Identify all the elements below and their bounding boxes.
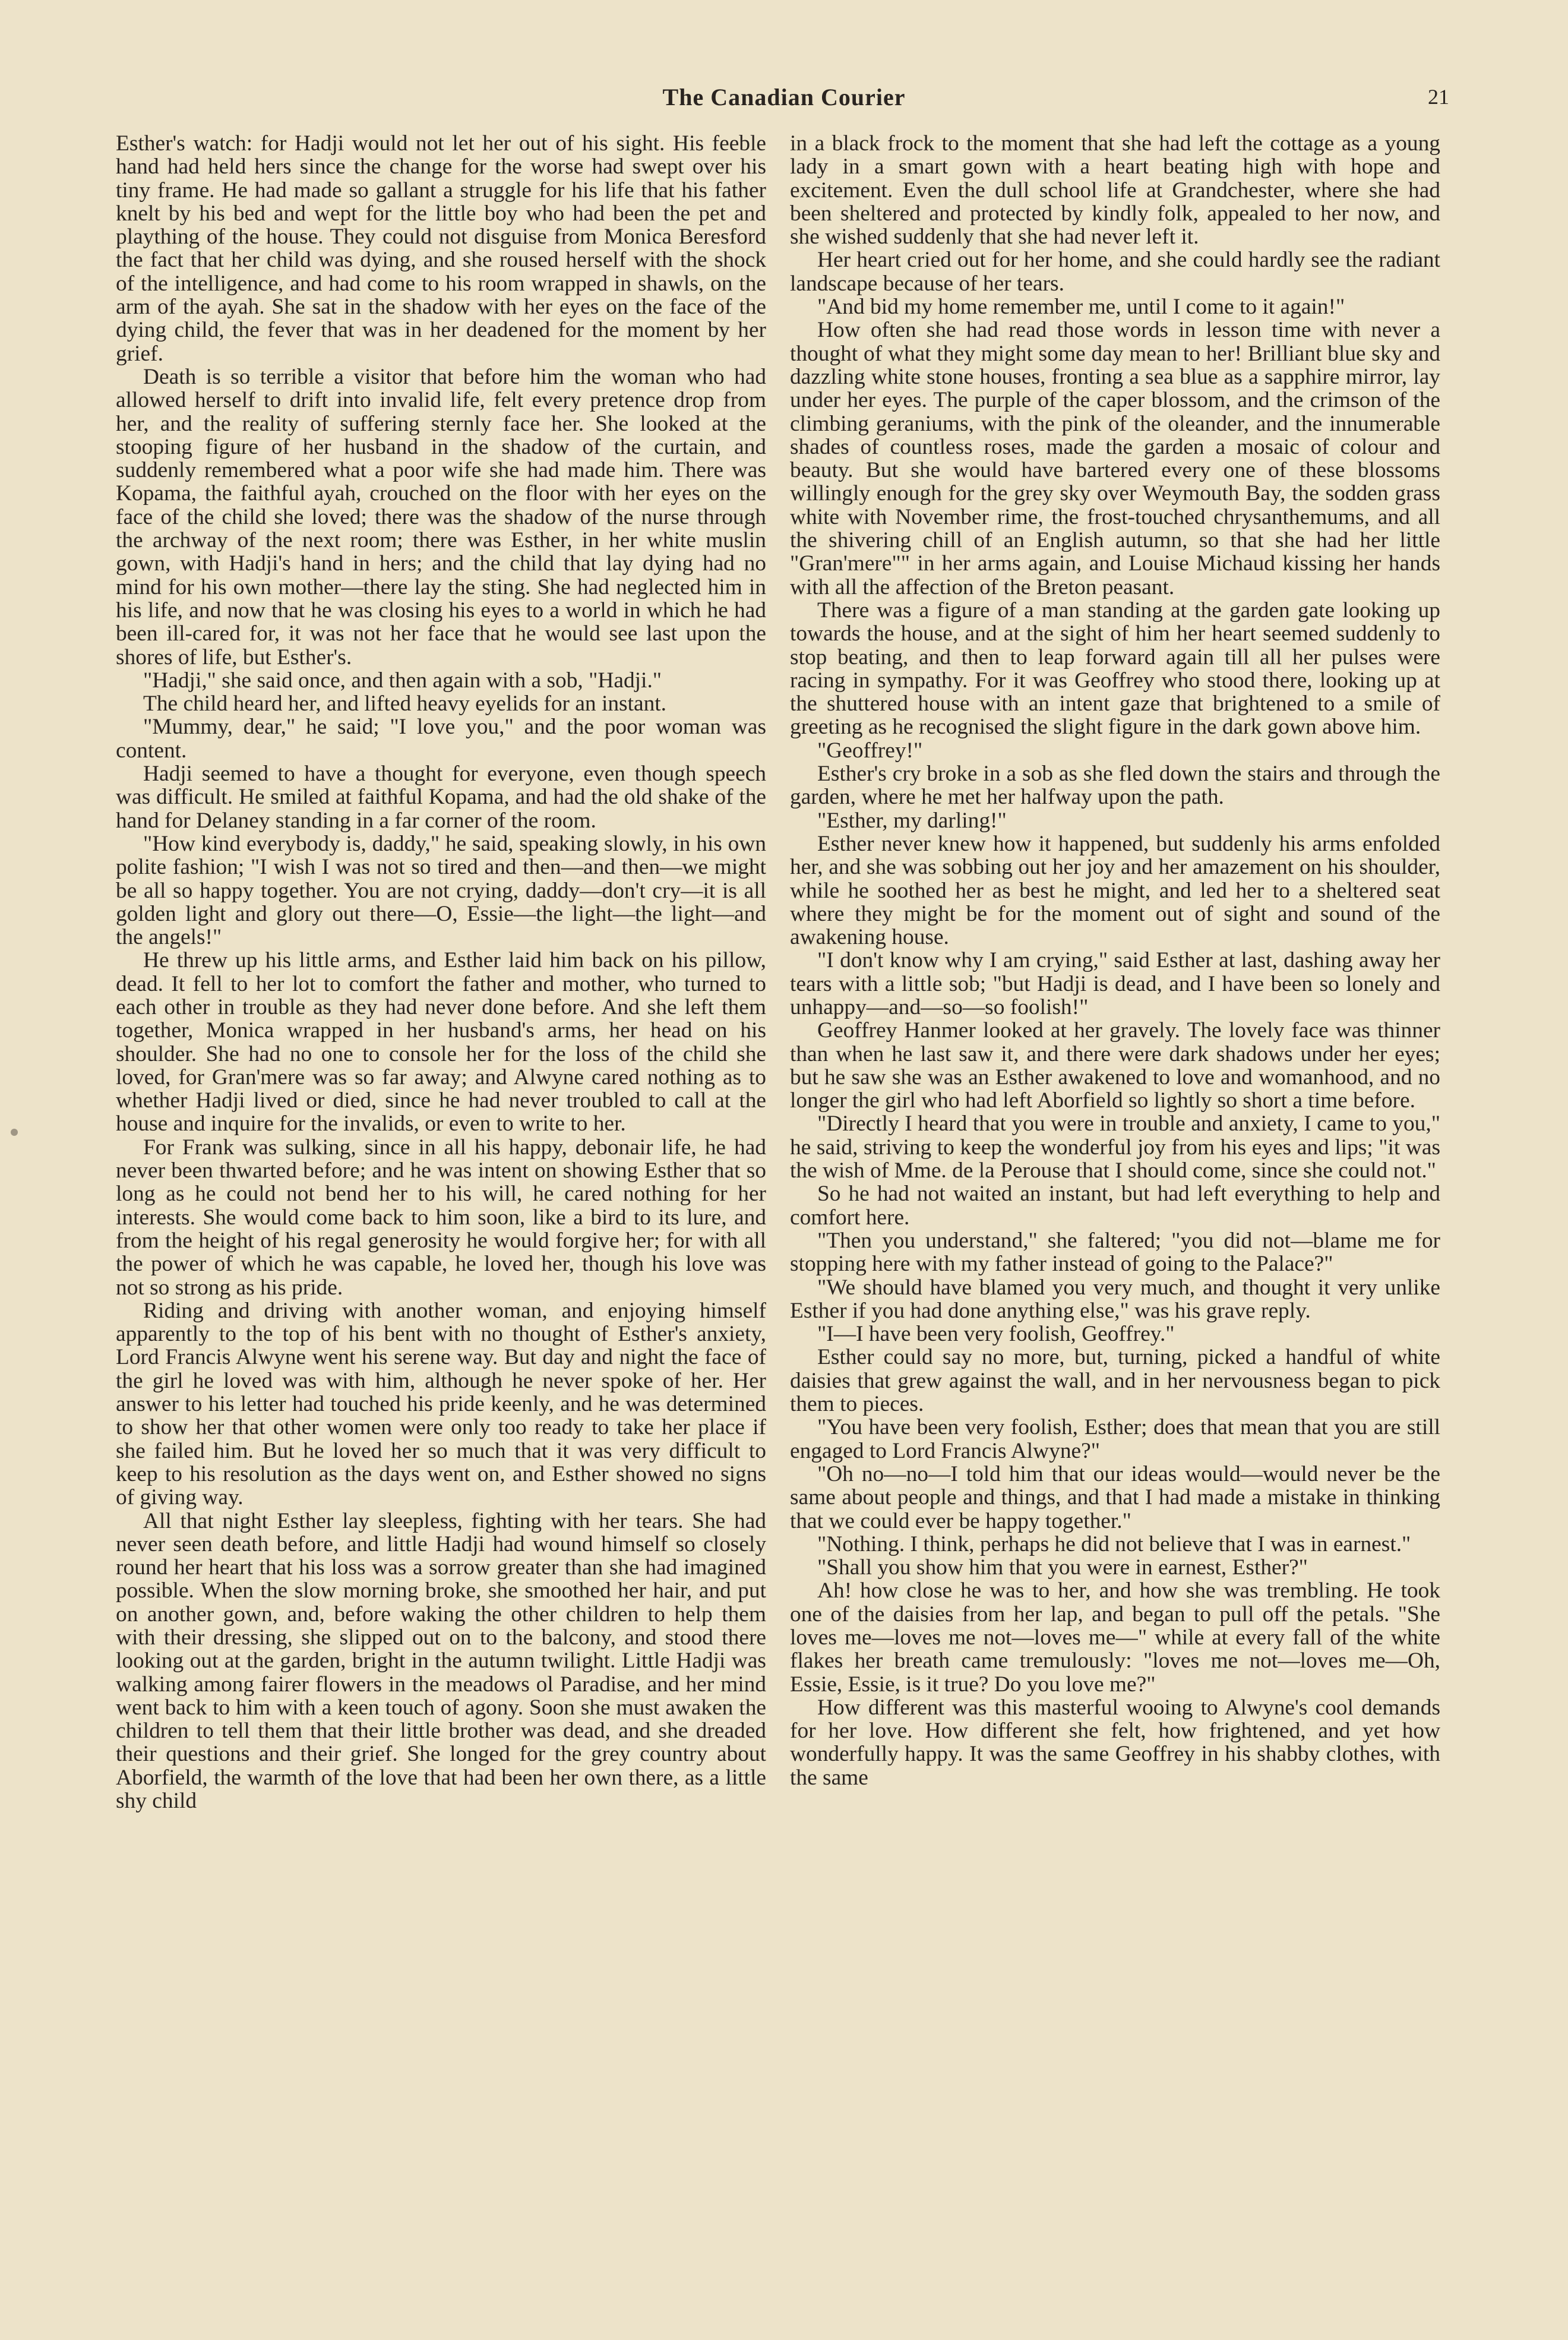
right-column — [790, 132, 1440, 2300]
paragraph: There was a figure of a man standing at the garden gate looking up towards the house, and at the sight of him her heart seemed suddenly to stop beating, and then to leap forward again till all her pulses were racing in sympathy. For it was Geoffrey who stood there, looking up at the shuttered house with an intent gaze that brightened to a smile of greeting as he recognised the slight figure in the dark gown above him. — [790, 598, 1440, 740]
paragraph: Hadji seemed to have a thought for everyone, even though speech was difficult. He smiled at faithful Kopama, and had the old shake of the hand for Delaney standing in a far corner of the room. — [116, 762, 766, 833]
paragraph: "Shall you show him that you were in earnest, Esther?" — [817, 1555, 1308, 1580]
scan-speck — [11, 1129, 18, 1136]
paragraph: "Mummy, dear," he said; "I love you," and the poor woman was content. — [116, 715, 766, 763]
paragraph: "I don't know why I am crying," said Esther at last, dashing away her tears with a little sob; "but Hadji is dead, and I have been so lonely and unhappy—and—so—so foolish!" — [790, 948, 1440, 1019]
publication-title: The Canadian Courier — [662, 84, 906, 110]
paragraph: "Then you understand," she faltered; "you did not—blame me for stopping here with my father instead of going to the Palace?" — [790, 1228, 1440, 1277]
paragraph: "Directly I heard that you were in trouble and anxiety, I came to you," he said, striving to keep the wonderful joy from his eyes and lips; "it was the wish of Mme. de la Perouse that I should come, since she could not." — [790, 1111, 1440, 1183]
paragraph: in a black frock to the moment that she had left the cottage as a young lady in a smart gown with a heart beating high with hope and excitement. Even the dull school life at Grandchester, where she had been sheltered and protected by kindly folk, appealed to her now, and she wished suddenly that she had never left it. — [790, 132, 1440, 250]
paragraph: All that night Esther lay sleepless, fighting with her tears. She had never seen death before, and little Hadji had wound himself so closely round her heart that his loss was a sorrow greater than she had imagined possible. When the slow morning broke, she smoothed her hair, and put on another gown, and, before waking the other children to help them with their dressing, she slipped out on to the balcony, and stood there looking out at the garden, bright in the autumn twilight. Little Hadji was walking among fairer flowers in the meadows ol Paradise, and her mind went back to him with a keen touch of agony. Soon she must awaken the children to tell them that their little brother was dead, and she dreaded their questions and their grief. She longed for the grey country about Aborfield, the warmth of the love that had been her own there, as a little shy child — [116, 1508, 766, 1814]
paragraph: How different was this masterful wooing to Alwyne's cool demands for her love. How different she felt, how frightened, and yet how wonderfully happy. It was the same Geoffrey in his shabby clothes, with the same — [790, 1695, 1440, 1790]
paragraph: "And bid my home remember me, until I come to it again!" — [817, 295, 1345, 320]
left-column — [116, 132, 766, 2300]
paragraph: Ah! how close he was to her, and how she was trembling. He took one of the daisies from her lap, and began to pull off the petals. "She loves me—loves me not—loves me—" while at every fall of the white flakes her breath came tremulously: "loves me not—loves me—Oh, Essie, Essie, is it true? Do you love me?" — [790, 1578, 1440, 1697]
paragraph: The child heard her, and lifted heavy eyelids for an instant. — [143, 691, 667, 716]
paragraph: Her heart cried out for her home, and she could hardly see the radiant landscape because of her tears. — [790, 248, 1440, 296]
paragraph: How often she had read those words in lesson time with never a thought of what they might some day mean to her! Brilliant blue sky and dazzling white stone houses, fronting a sea blue as a sapphire mirror, lay under her eyes. The purple of the caper blossom, and the crimson of the climbing geraniums, with the pink of the oleander, and the innumerable shades of countless roses, made the garden a mosaic of colour and beauty. But she would have bartered every one of these blossoms willingly enough for the grey sky over Weymouth Bay, the sodden grass white with November rime, the frost-touched chrysanthemums, and all the shivering chill of an English autumn, so that she had her little "Gran'mere"" in her arms again, and Louise Michaud kissing her hands with all the affection of the Breton peasant. — [790, 318, 1440, 599]
paragraph: "Esther, my darling!" — [817, 808, 1007, 833]
paragraph: Riding and driving with another woman, and enjoying himself apparently to the top of his bent with no thought of Esther's anxiety, Lord Francis Alwyne went his serene way. But day and night the face of the girl he loved was with him, although he never spoke of her. Her answer to his letter had touched his pride keenly, and he was determined to show her that other women were only too ready to take her place if she failed him. But he loved her so much that it was very difficult to keep to his resolution as the days went on, and Esther showed no signs of giving way. — [116, 1298, 766, 1510]
paragraph: Geoffrey Hanmer looked at her gravely. The lovely face was thinner than when he last saw it, and there were dark shadows under her eyes; but he saw she was an Esther awakened to love and womanhood, and no longer the girl who had left Aborfield so lightly so short a time before. — [790, 1018, 1440, 1113]
paragraph: He threw up his little arms, and Esther laid him back on his pillow, dead. It fell to her lot to comfort the father and mother, who turned to each other in trouble as they had never done before. And she left them together, Monica wrapped in her husband's arms, her head on his shoulder. She had no one to console her for the loss of the child she loved, for Gran'mere was so far away; and Alwyne cared nothing as to whether Hadji lived or died, since he had never troubled to call at the house and inquire for the invalids, or even to write to her. — [116, 948, 766, 1136]
page-number: 21 — [1428, 85, 1449, 109]
paragraph: Esther could say no more, but, turning, picked a handful of white daisies that grew against the wall, and in her nervousness began to pick them to pieces. — [790, 1345, 1440, 1417]
paragraph: "Oh no—no—I told him that our ideas would—would never be the same about people and things, and that I had made a mistake in thinking that we could ever be happy together." — [790, 1461, 1440, 1533]
paragraph: For Frank was sulking, since in all his happy, debonair life, he had never been thwarted before; and he was intent on showing Esther that so long as he could not bend her to his will, he cared nothing for her interests. She would come back to him soon, like a bird to its lure, and from the height of his regal generosity he would forgive her; for with all the power of which he was capable, he loved her, though his love was not so strong as his pride. — [116, 1135, 766, 1300]
paragraph: "I—I have been very foolish, Geoffrey." — [817, 1322, 1175, 1347]
paragraph: "You have been very foolish, Esther; does that mean that you are still engaged to Lord Francis Alwyne?" — [790, 1415, 1440, 1463]
paragraph: "Geoffrey!" — [817, 738, 923, 763]
paragraph: Death is so terrible a visitor that before him the woman who had allowed herself to drift into invalid life, felt every pretence drop from her, and the reality of suffering sternly face her. She looked at the stooping figure of her husband in the shadow of the curtain, and suddenly remembered what a poor wife she had made him. There was Kopama, the faithful ayah, crouched on the floor with her eyes on the face of the child she loved; there was the shadow of the nurse through the archway of the next room; there was Esther, in her white muslin gown, with Hadji's hand in hers; and the child that lay dying had no mind for his own mother—there lay the sting. She had neglected him in his life, and now that he was closing his eyes to a world in which he had been ill-cared for, it was not her face that he would see last upon the shores of life, but Esther's. — [116, 364, 766, 670]
page-header — [119, 83, 1449, 119]
paragraph: Esther's watch: for Hadji would not let her out of his sight. His feeble hand had held hers since the change for the worse had swept over his tiny frame. He had made so gallant a struggle for his life that his father knelt by his bed and wept for the little boy who had been the pet and plaything of the house. They could not disguise from Monica Beresford the fact that her child was dying, and she roused herself with the shock of the intelligence, and had come to his room wrapped in shawls, on the arm of the ayah. She sat in the shadow with her eyes on the face of the dying child, the fever that was in her deadened for the moment by her grief. — [116, 132, 766, 366]
paragraph: "Hadji," she said once, and then again with a sob, "Hadji." — [143, 668, 662, 693]
paragraph: "Nothing. I think, perhaps he did not believe that I was in earnest." — [817, 1531, 1411, 1556]
paragraph: "How kind everybody is, daddy," he said, speaking slowly, in his own polite fashion; "I wish I was not so tired and then—and then—we might be all so happy together. You are not crying, daddy—don't cry—it is all golden light and glory out there—O, Essie—the light—the light—and the angels!" — [116, 831, 766, 950]
paragraph: "We should have blamed you very much, and thought it very unlike Esther if you had done anything else," was his grave reply. — [790, 1275, 1440, 1323]
paragraph: Esther's cry broke in a sob as she fled down the stairs and through the garden, where he met her halfway upon the path. — [790, 762, 1440, 810]
paragraph: Esther never knew how it happened, but suddenly his arms enfolded her, and she was sobbing out her joy and her amazement on his shoulder, while he soothed her as best he might, and led her to a sheltered seat where they might be for the moment out of sight and sound of the awakening house. — [790, 831, 1440, 950]
paragraph: So he had not waited an instant, but had left everything to help and comfort here. — [790, 1182, 1440, 1230]
